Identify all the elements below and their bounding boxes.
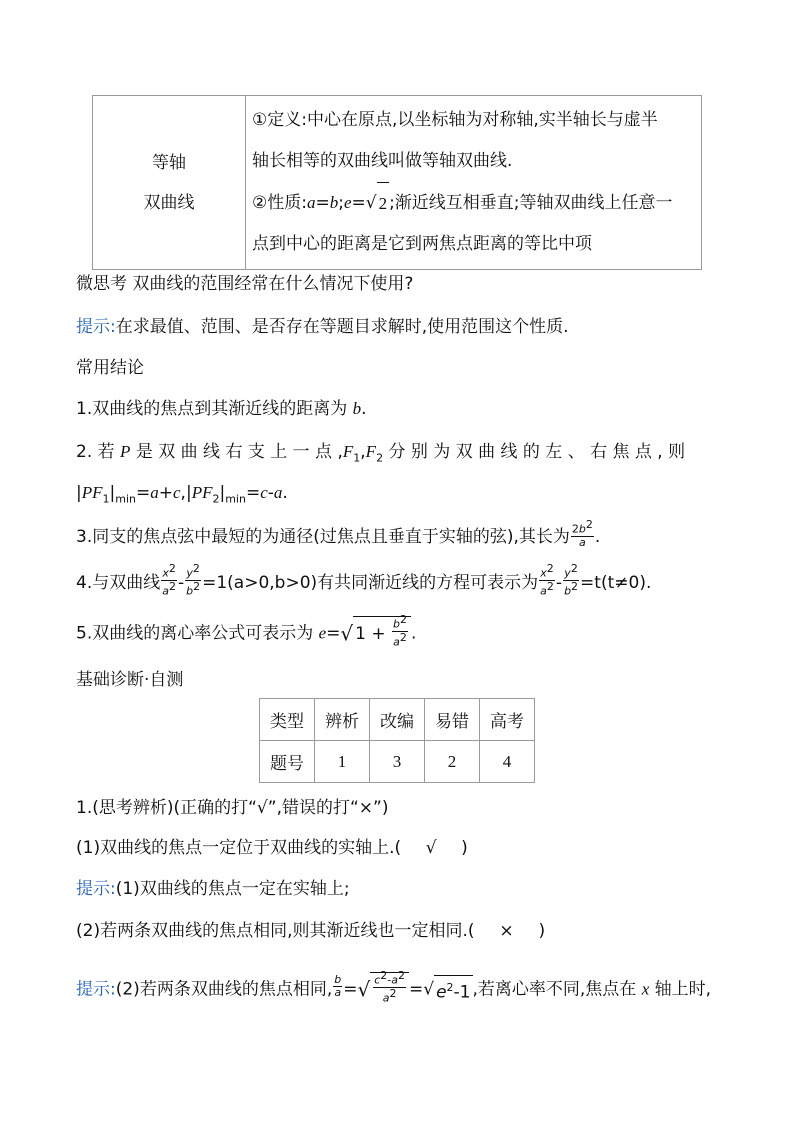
top-property-table — [92, 95, 702, 270]
conclusion-5: 5.双曲线的离心率公式可表示为 e=√ 1 + $\frac{b^2}{a^2}$ . — [76, 616, 416, 651]
diagnosis-title: 基础诊断·自测 — [76, 670, 184, 690]
hint-3: 提示:(2)若两条双曲线的焦点相同, $\frac{b}{a}$ =√ $\frac{c^2-a^2}{a^2}$ =√ $e^2-1$ ,若离心率不同,焦点在 x 轴上时, — [76, 972, 711, 1007]
micro-think: 微思考 双曲线的范围经常在什么情况下使用? — [76, 274, 414, 294]
conclusion-4: 4.与双曲线 $\frac{x^2}{a^2}$ - $\frac{y^2}{b^2}$ =1(a>0,b>0)有共同渐近线的方程可表示为 $\frac{x^2}{a^2}$ - $\frac{y^2}{b^2}$ =t(t≠0). — [76, 562, 652, 598]
conclusions-title: 常用结论 — [76, 358, 144, 378]
answer-mark: × — [499, 921, 514, 941]
header-cell: 易错 — [425, 699, 480, 741]
question-1: 1.(思考辨析)(正确的打“√”,错误的打“×”) — [76, 798, 389, 818]
header-cell: 辨析 — [315, 699, 370, 741]
conclusion-3: 3.同支的焦点弦中最短的为通径(过焦点且垂直于实轴的弦),其长为 $\frac{2b^2}{a}$ . — [76, 518, 601, 549]
question-1-1: (1)双曲线的焦点一定位于双曲线的实轴上.( √ ) — [76, 838, 468, 858]
value-cell: 3 — [370, 741, 425, 783]
definition-line1: ①定义:中心在原点,以坐标轴为对称轴,实半轴长与虚半 — [252, 110, 658, 130]
header-cell: 高考 — [480, 699, 535, 741]
hint-1: 提示:在求最值、范围、是否存在等题目求解时,使用范围这个性质. — [76, 317, 569, 337]
value-cell: 2 — [425, 741, 480, 783]
conclusion-1: 1.双曲线的焦点到其渐近线的距离为 b. — [76, 399, 367, 419]
header-cell: 类型 — [260, 699, 315, 741]
question-1-2: (2)若两条双曲线的焦点相同,则其渐近线也一定相同.( × ) — [76, 921, 546, 941]
answer-mark: √ — [425, 838, 437, 858]
row-label-cell: 题号 — [260, 741, 315, 783]
table-left-line1: 等轴 — [152, 152, 186, 173]
value-cell: 4 — [480, 741, 535, 783]
table-left-cell — [93, 96, 246, 270]
diagnosis-table — [259, 698, 535, 783]
table-left-line2: 双曲线 — [143, 192, 195, 213]
hint-2: 提示:(1)双曲线的焦点一定在实轴上; — [76, 879, 350, 899]
property-line2: 点到中心的距离是它到两焦点距离的等比中项 — [252, 234, 592, 254]
value-cell: 1 — [315, 741, 370, 783]
conclusion-2-cont: $|PF_1|_{min}=a+c,|PF_2|_{min}=c-a$. — [76, 483, 288, 506]
hint-label: 提示: — [76, 317, 116, 337]
table-right-cell — [246, 96, 702, 270]
conclusion-2: 2. 若 P 是 双 曲 线 右 支 上 一 点 $,F_1,F_2$ 分 别 为 双 曲 线 的 左 、 右 焦 点 , 则 — [76, 442, 686, 465]
property-line: ②性质:a=b;e=√ 2 ;渐近线互相垂直;等轴双曲线上任意一 — [252, 182, 697, 224]
definition-line2: 轴长相等的双曲线叫做等轴双曲线. — [252, 151, 513, 171]
header-cell: 改编 — [370, 699, 425, 741]
